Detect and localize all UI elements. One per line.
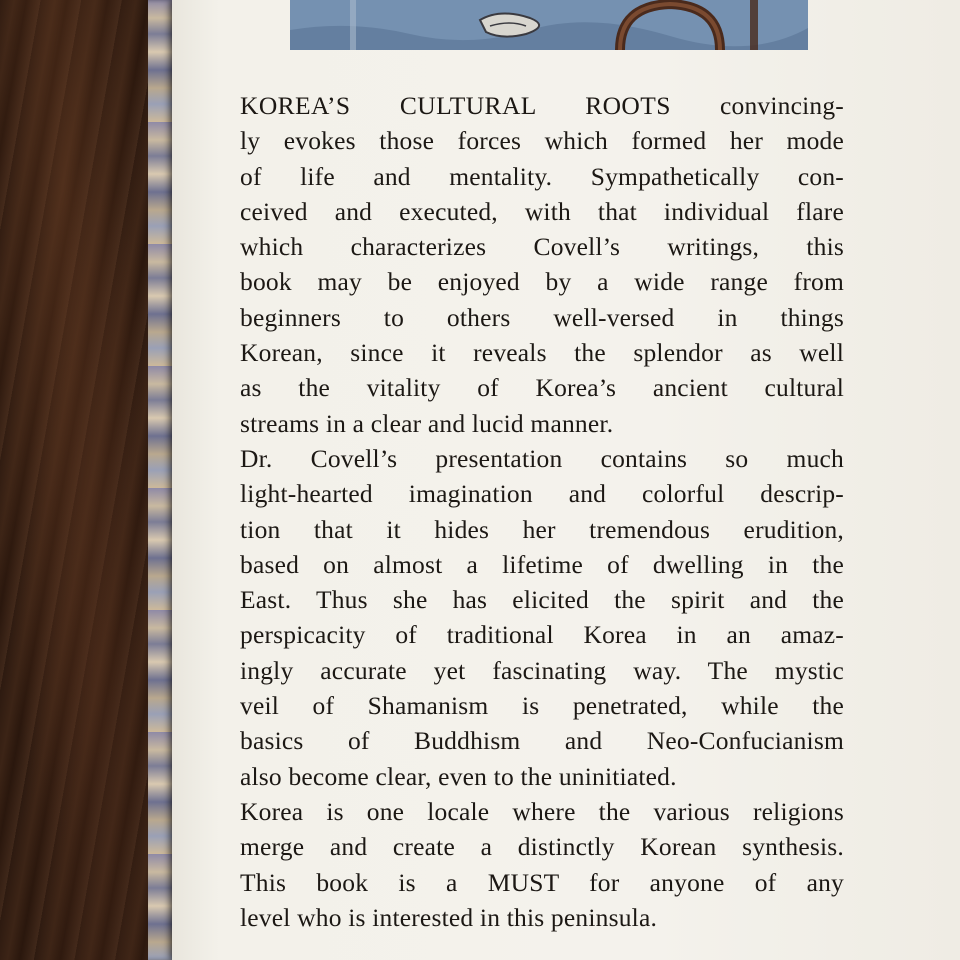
blurb-line-text: which characterizes Covell’s writings, this [240, 232, 844, 262]
blurb-line-text: perspicacity of traditional Korea in an amaz- [240, 620, 844, 650]
blurb-line [240, 229, 844, 264]
blurb-line-text: level who is interested in this peninsula. [240, 902, 658, 932]
blurb-line [240, 794, 844, 829]
blurb-line [240, 900, 844, 935]
blurb-line [240, 759, 844, 794]
blurb-line-text: veil of Shamanism is penetrated, while the [240, 691, 844, 721]
blurb-line [240, 653, 844, 688]
blurb-line [240, 476, 844, 511]
blurb-line [240, 159, 844, 194]
blurb-line [240, 194, 844, 229]
blurb-line [240, 617, 844, 652]
blurb-line-text: merge and create a distinctly Korean synthesis. [240, 832, 844, 862]
blurb-line-text: light-hearted imagination and colorful descrip- [240, 479, 844, 509]
cover-illustration-fragment [290, 0, 808, 50]
blurb-line-text: as the vitality of Korea’s ancient cultural [240, 373, 844, 403]
blurb-line-text: Korea is one locale where the various religions [240, 796, 844, 826]
blurb-paragraph [240, 794, 844, 935]
book-title-caps: KOREA’S CULTURAL ROOTS [240, 91, 671, 120]
blurb-line [240, 406, 844, 441]
blurb-line [240, 441, 844, 476]
illustration-artwork [290, 0, 808, 50]
blurb-line-text: of life and mentality. Sympathetically con- [240, 161, 844, 191]
blurb-line [240, 335, 844, 370]
blurb-line-text: convincing- [670, 91, 844, 120]
blurb-line-text: Korean, since it reveals the splendor as well [240, 338, 844, 368]
book-jacket-flap [172, 0, 960, 960]
jacket-blurb-text [240, 88, 844, 935]
book-page-edges [148, 0, 174, 960]
blurb-line-text: streams in a clear and lucid manner. [240, 408, 614, 438]
blurb-line [240, 370, 844, 405]
blurb-line-text: ceived and executed, with that individual flare [240, 196, 844, 226]
blurb-line-text: also become clear, even to the uninitiated. [240, 761, 677, 791]
blurb-line [240, 512, 844, 547]
blurb-line-text: book may be enjoyed by a wide range from [240, 267, 844, 297]
blurb-paragraph [240, 441, 844, 794]
blurb-line [240, 88, 844, 123]
blurb-line [240, 123, 844, 158]
blurb-line [240, 264, 844, 299]
blurb-line [240, 688, 844, 723]
blurb-line-text: basics of Buddhism and Neo-Confucianism [240, 726, 844, 756]
blurb-line-text: ly evokes those forces which formed her mode [240, 126, 844, 156]
blurb-line [240, 547, 844, 582]
blurb-line-text: Dr. Covell’s presentation contains so much [240, 443, 844, 473]
blurb-line-text: This book is a MUST for anyone of any [240, 867, 844, 897]
blurb-line-text: beginners to others well-versed in things [240, 302, 844, 332]
blurb-line [240, 865, 844, 900]
blurb-line-text: East. Thus she has elicited the spirit and the [240, 585, 844, 615]
wooden-table-background [0, 0, 160, 960]
blurb-paragraph [240, 88, 844, 441]
blurb-line [240, 829, 844, 864]
blurb-line-text: tion that it hides her tremendous erudition, [240, 514, 844, 544]
blurb-line [240, 723, 844, 758]
blurb-line-text: based on almost a lifetime of dwelling in the [240, 549, 844, 579]
blurb-line [240, 300, 844, 335]
blurb-line-text: ingly accurate yet fascinating way. The mystic [240, 655, 844, 685]
blurb-line [240, 582, 844, 617]
